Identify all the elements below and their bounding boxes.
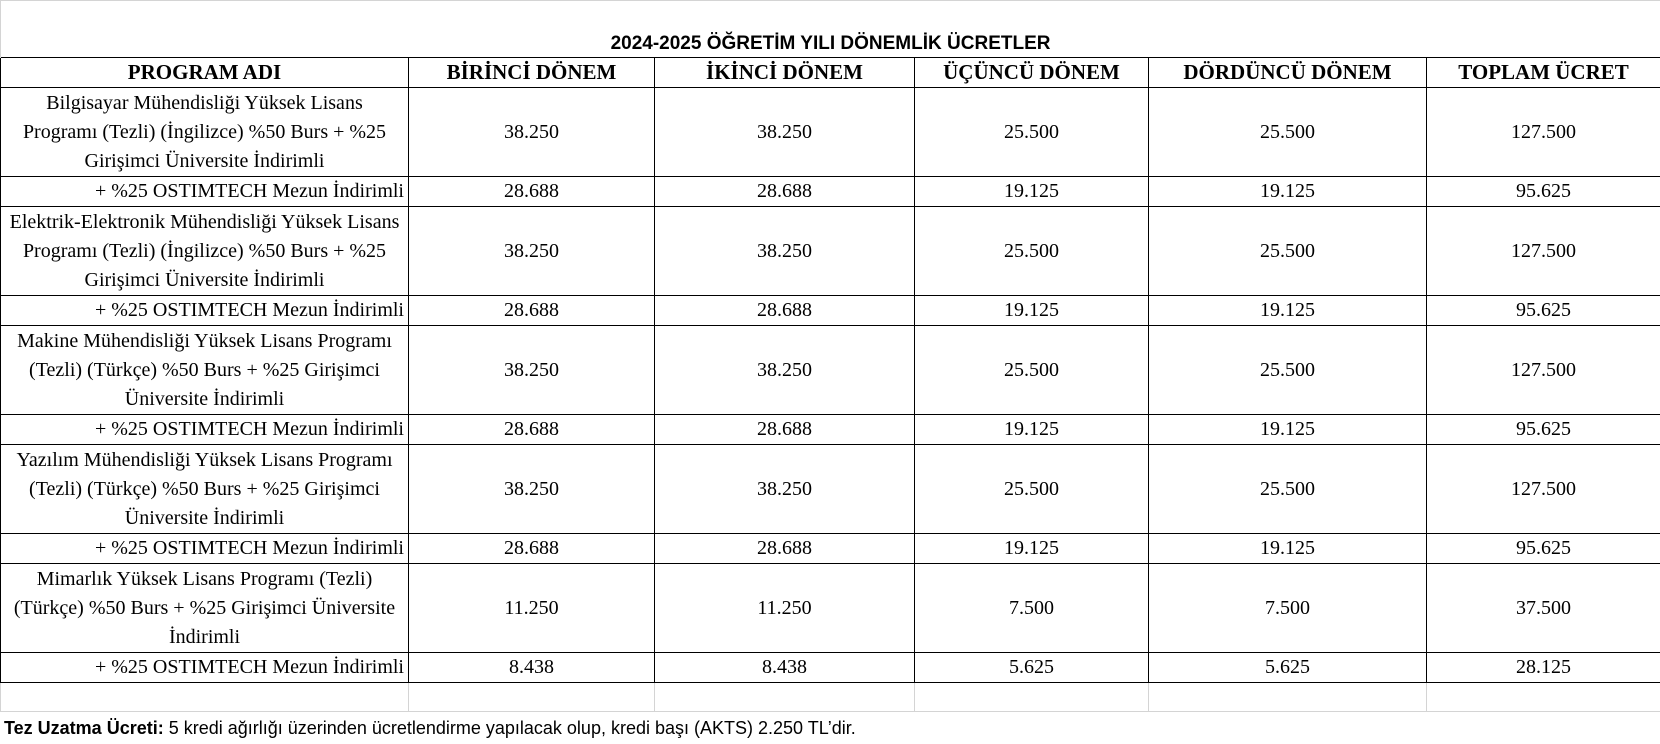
term-4-fee: 25.500 [1149, 88, 1427, 177]
total-fee: 95.625 [1427, 296, 1660, 326]
term-2-fee: 8.438 [655, 653, 915, 683]
table-row [1, 296, 1660, 326]
term-4-fee: 19.125 [1149, 177, 1427, 207]
term-4-fee: 19.125 [1149, 415, 1427, 445]
total-fee: 127.500 [1427, 88, 1660, 177]
total-fee: 127.500 [1427, 445, 1660, 534]
header-term-3: ÜÇÜNCÜ DÖNEM [915, 58, 1149, 88]
term-4-fee: 5.625 [1149, 653, 1427, 683]
table-row [1, 88, 1660, 177]
term-1-fee: 38.250 [409, 445, 655, 534]
term-3-fee: 25.500 [915, 88, 1149, 177]
term-4-fee: 7.500 [1149, 564, 1427, 653]
table-title: 2024-2025 ÖĞRETİM YILI DÖNEMLİK ÜCRETLER [1, 1, 1660, 58]
empty-cell [1427, 683, 1660, 712]
total-fee: 95.625 [1427, 534, 1660, 564]
program-name: Makine Mühendisliği Yüksek Lisans Programı (Tezli) (Türkçe) %50 Burs + %25 Girişimci Üniversite İndirimli [1, 326, 409, 415]
term-1-fee: 38.250 [409, 88, 655, 177]
table-row [1, 415, 1660, 445]
term-4-fee: 25.500 [1149, 445, 1427, 534]
empty-cell [409, 683, 655, 712]
empty-cell [1, 683, 409, 712]
program-name: Mimarlık Yüksek Lisans Programı (Tezli) (Türkçe) %50 Burs + %25 Girişimci Üniversite İndirimli [1, 564, 409, 653]
term-2-fee: 28.688 [655, 177, 915, 207]
note-label: Tez Uzatma Ücreti: [4, 718, 164, 738]
header-row [1, 58, 1660, 88]
term-2-fee: 28.688 [655, 534, 915, 564]
term-1-fee: 28.688 [409, 534, 655, 564]
term-2-fee: 11.250 [655, 564, 915, 653]
table-row [1, 326, 1660, 415]
note-text: 5 kredi ağırlığı üzerinden ücretlendirme yapılacak olup, kredi başı (AKTS) 2.250 TL’dir. [163, 718, 856, 738]
discount-label: + %25 OSTIMTECH Mezun İndirimli [1, 296, 409, 326]
total-fee: 127.500 [1427, 207, 1660, 296]
discount-label: + %25 OSTIMTECH Mezun İndirimli [1, 534, 409, 564]
term-4-fee: 25.500 [1149, 207, 1427, 296]
program-name: Bilgisayar Mühendisliği Yüksek Lisans Programı (Tezli) (İngilizce) %50 Burs + %25 Girişimci Üniversite İndirimli [1, 88, 409, 177]
term-1-fee: 28.688 [409, 177, 655, 207]
table-row [1, 653, 1660, 683]
table-row [1, 564, 1660, 653]
term-2-fee: 28.688 [655, 415, 915, 445]
header-term-1: BİRİNCİ DÖNEM [409, 58, 655, 88]
term-2-fee: 38.250 [655, 88, 915, 177]
table-row [1, 445, 1660, 534]
term-3-fee: 19.125 [915, 296, 1149, 326]
term-3-fee: 25.500 [915, 207, 1149, 296]
discount-label: + %25 OSTIMTECH Mezun İndirimli [1, 415, 409, 445]
term-3-fee: 19.125 [915, 415, 1149, 445]
program-name: Yazılım Mühendisliği Yüksek Lisans Programı (Tezli) (Türkçe) %50 Burs + %25 Girişimci Üniversite İndirimli [1, 445, 409, 534]
term-2-fee: 38.250 [655, 207, 915, 296]
empty-cell [655, 683, 915, 712]
empty-row [1, 683, 1660, 712]
term-1-fee: 28.688 [409, 296, 655, 326]
total-fee: 127.500 [1427, 326, 1660, 415]
total-fee: 95.625 [1427, 415, 1660, 445]
title-row [1, 1, 1660, 58]
thesis-extension-note [4, 718, 856, 739]
term-3-fee: 7.500 [915, 564, 1149, 653]
term-2-fee: 38.250 [655, 445, 915, 534]
term-3-fee: 5.625 [915, 653, 1149, 683]
header-program: PROGRAM ADI [1, 58, 409, 88]
empty-cell [915, 683, 1149, 712]
term-1-fee: 38.250 [409, 326, 655, 415]
term-1-fee: 28.688 [409, 415, 655, 445]
term-4-fee: 19.125 [1149, 534, 1427, 564]
term-2-fee: 28.688 [655, 296, 915, 326]
term-1-fee: 8.438 [409, 653, 655, 683]
total-fee: 95.625 [1427, 177, 1660, 207]
term-3-fee: 19.125 [915, 534, 1149, 564]
empty-cell [1149, 683, 1427, 712]
header-term-4: DÖRDÜNCÜ DÖNEM [1149, 58, 1427, 88]
term-3-fee: 25.500 [915, 326, 1149, 415]
header-total: TOPLAM ÜCRET [1427, 58, 1660, 88]
table-row [1, 534, 1660, 564]
total-fee: 37.500 [1427, 564, 1660, 653]
table-row [1, 177, 1660, 207]
program-name: Elektrik-Elektronik Mühendisliği Yüksek Lisans Programı (Tezli) (İngilizce) %50 Burs + %25 Girişimci Üniversite İndirimli [1, 207, 409, 296]
header-term-2: İKİNCİ DÖNEM [655, 58, 915, 88]
total-fee: 28.125 [1427, 653, 1660, 683]
discount-label: + %25 OSTIMTECH Mezun İndirimli [1, 653, 409, 683]
discount-label: + %25 OSTIMTECH Mezun İndirimli [1, 177, 409, 207]
term-4-fee: 19.125 [1149, 296, 1427, 326]
term-3-fee: 25.500 [915, 445, 1149, 534]
term-2-fee: 38.250 [655, 326, 915, 415]
table-row [1, 207, 1660, 296]
term-3-fee: 19.125 [915, 177, 1149, 207]
term-1-fee: 11.250 [409, 564, 655, 653]
term-4-fee: 25.500 [1149, 326, 1427, 415]
term-1-fee: 38.250 [409, 207, 655, 296]
